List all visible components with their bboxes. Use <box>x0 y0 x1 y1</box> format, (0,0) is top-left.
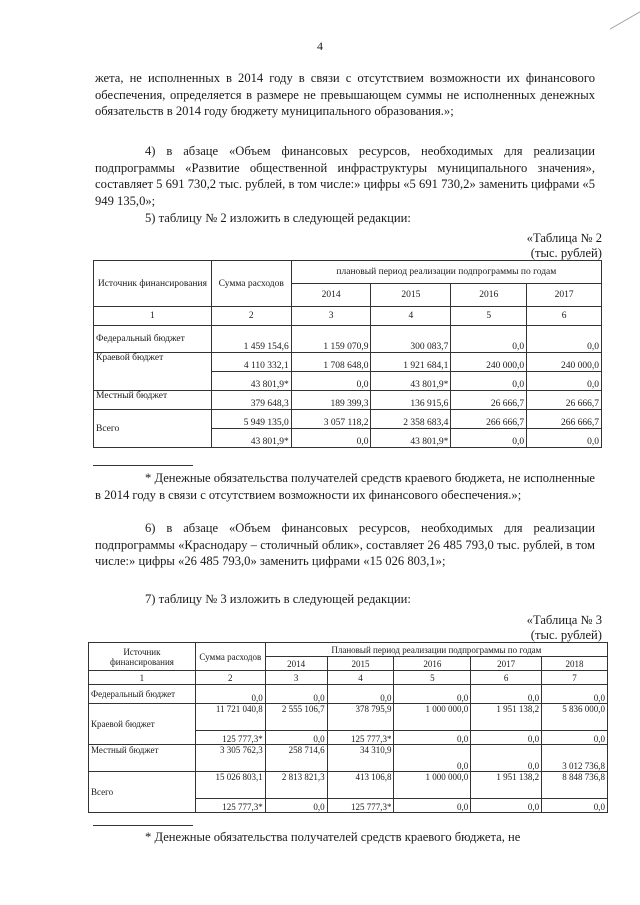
t3-year: 2016 <box>394 657 471 671</box>
t2-cell: 0,0 <box>291 372 371 391</box>
t2-cell: 43 801,9* <box>211 429 291 448</box>
t2-colnum: 6 <box>527 307 602 326</box>
t3-cell: 0,0 <box>265 799 327 813</box>
t2-head-sum: Сумма расходов <box>211 261 291 307</box>
footnote-rule <box>93 825 193 826</box>
t3-cell: 1 951 138,2 <box>471 704 542 731</box>
t3-cell: 125 777,3* <box>327 731 394 745</box>
t2-cell: 1 708 648,0 <box>291 353 371 372</box>
t3-cell: 413 106,8 <box>327 772 394 799</box>
t3-cell: 1 951 138,2 <box>471 772 542 799</box>
paragraph-5: 7) таблицу № 3 изложить в следующей редакции: <box>145 592 411 606</box>
t3-cell: 1 000 000,0 <box>394 704 471 731</box>
t2-row-label: Краевой бюджет <box>94 353 212 391</box>
t3-year: 2015 <box>327 657 394 671</box>
t3-head-sum: Сумма расходов <box>195 643 265 671</box>
t2-cell: 43 801,9* <box>371 372 451 391</box>
table-row <box>89 685 608 704</box>
paragraph-3: 5) таблицу № 2 изложить в следующей редакции: <box>145 211 411 225</box>
paragraph-2: 4) в абзаце «Объем финансовых ресурсов, необходимых для реализации подпрограммы «Развитие общественной инфраструктуры муниципального значения», составляет 5 691 730,2 тыс. рублей, в том числе:» цифры «5 691 730,2» заменить цифрами «5 949 135,0»; <box>95 144 595 208</box>
t3-cell: 15 026 803,1 <box>195 772 265 799</box>
t2-year: 2016 <box>451 284 527 307</box>
t3-year: 2014 <box>265 657 327 671</box>
t3-cell: 0,0 <box>471 799 542 813</box>
t3-cell: 0,0 <box>265 685 327 704</box>
t3-cell: 0,0 <box>471 731 542 745</box>
t2-cell: 26 666,7 <box>451 391 527 410</box>
t2-colnum: 5 <box>451 307 527 326</box>
t3-colnum: 5 <box>394 671 471 685</box>
t3-cell: 5 836 000,0 <box>542 704 608 731</box>
t2-colnum: 1 <box>94 307 212 326</box>
table-row <box>89 745 608 772</box>
t3-cell: 3 012 736,8 <box>542 745 608 772</box>
t3-cell: 3 305 762,3 <box>195 745 265 772</box>
t2-cell: 1 459 154,6 <box>211 326 291 353</box>
t2-year: 2017 <box>527 284 602 307</box>
t2-head-source: Источник финансирования <box>94 261 212 307</box>
t2-colnum: 4 <box>371 307 451 326</box>
t2-head-period: плановый период реализации подпрограммы по годам <box>291 261 601 284</box>
t2-cell: 2 358 683,4 <box>371 410 451 429</box>
t2-cell: 3 057 118,2 <box>291 410 371 429</box>
t2-cell: 0,0 <box>451 429 527 448</box>
t3-cell: 125 777,3* <box>195 731 265 745</box>
t2-colnum: 2 <box>211 307 291 326</box>
t3-head-period: Плановый период реализации подпрограммы по годам <box>265 643 607 657</box>
t2-year: 2015 <box>371 284 451 307</box>
t2-cell: 379 648,3 <box>211 391 291 410</box>
t2-cell: 0,0 <box>451 326 527 353</box>
t3-cell: 125 777,3* <box>327 799 394 813</box>
table-2 <box>93 260 602 448</box>
t2-cell: 189 399,3 <box>291 391 371 410</box>
t3-cell: 0,0 <box>195 685 265 704</box>
page-corner-fold <box>610 0 640 30</box>
t3-cell: 0,0 <box>542 799 608 813</box>
footnote-2: * Денежные обязательства получателей средств краевого бюджета, не <box>145 830 521 844</box>
t3-year: 2017 <box>471 657 542 671</box>
table-row <box>89 704 608 731</box>
table-row <box>94 410 602 429</box>
t2-cell: 43 801,9* <box>371 429 451 448</box>
table3-units: (тыс. рублей) <box>530 628 602 642</box>
t2-row-label: Местный бюджет <box>94 391 212 410</box>
t3-colnum: 1 <box>89 671 196 685</box>
t3-cell: 34 310,9 <box>327 745 394 772</box>
page-number: 4 <box>317 39 323 53</box>
t3-colnum: 6 <box>471 671 542 685</box>
t2-cell: 266 666,7 <box>451 410 527 429</box>
t2-year: 2014 <box>291 284 371 307</box>
t3-row-label: Всего <box>89 772 196 813</box>
table-row <box>94 326 602 353</box>
t2-cell: 26 666,7 <box>527 391 602 410</box>
t2-cell: 0,0 <box>527 326 602 353</box>
t3-cell: 0,0 <box>265 731 327 745</box>
t3-cell: 0,0 <box>394 731 471 745</box>
table2-caption: «Таблица № 2 <box>526 231 602 245</box>
t2-row-label: Всего <box>94 410 212 448</box>
t2-cell: 0,0 <box>291 429 371 448</box>
table-row <box>89 772 608 799</box>
t3-cell: 0,0 <box>542 685 608 704</box>
t3-cell: 2 813 821,3 <box>265 772 327 799</box>
t3-cell: 0,0 <box>471 745 542 772</box>
t3-cell: 11 721 040,8 <box>195 704 265 731</box>
t3-cell: 2 555 106,7 <box>265 704 327 731</box>
t2-cell: 240 000,0 <box>451 353 527 372</box>
t2-cell: 1 921 684,1 <box>371 353 451 372</box>
table-row <box>94 391 602 410</box>
t2-cell: 4 110 332,1 <box>211 353 291 372</box>
table-row <box>94 353 602 372</box>
t2-cell: 300 083,7 <box>371 326 451 353</box>
t3-row-label: Краевой бюджет <box>89 704 196 745</box>
t3-cell: 258 714,6 <box>265 745 327 772</box>
t3-year: 2018 <box>542 657 608 671</box>
t2-cell: 0,0 <box>527 429 602 448</box>
t3-head-source: Источник финансирования <box>89 643 196 671</box>
t2-cell: 136 915,6 <box>371 391 451 410</box>
t3-cell: 8 848 736,8 <box>542 772 608 799</box>
t3-cell: 125 777,3* <box>195 799 265 813</box>
footnote-1: * Денежные обязательства получателей средств краевого бюджета, не исполненные в 2014 году в связи с отсутствием возможности их финансового обеспечения.»; <box>95 471 595 502</box>
t2-colnum: 3 <box>291 307 371 326</box>
footnote-rule <box>93 465 193 466</box>
t2-cell: 266 666,7 <box>527 410 602 429</box>
t2-cell: 240 000,0 <box>527 353 602 372</box>
t2-cell: 0,0 <box>527 372 602 391</box>
t3-cell: 1 000 000,0 <box>394 772 471 799</box>
t3-cell: 0,0 <box>542 731 608 745</box>
t3-row-label: Федеральный бюджет <box>89 685 196 704</box>
t3-colnum: 7 <box>542 671 608 685</box>
table2-units: (тыс. рублей) <box>530 246 602 260</box>
t3-cell: 0,0 <box>394 745 471 772</box>
t2-row-label: Федеральный бюджет <box>94 326 212 353</box>
t3-cell: 0,0 <box>394 799 471 813</box>
t3-colnum: 4 <box>327 671 394 685</box>
table3-caption: «Таблица № 3 <box>526 613 602 627</box>
t2-cell: 43 801,9* <box>211 372 291 391</box>
t3-cell: 0,0 <box>327 685 394 704</box>
paragraph-4: 6) в абзаце «Объем финансовых ресурсов, необходимых для реализации подпрограммы «Краснодару – столичный облик», составляет 26 485 793,0 тыс. рублей, в том числе:» цифры «26 485 793,0» заменить цифрами «15 026 803,1»; <box>95 521 595 569</box>
t3-row-label: Местный бюджет <box>89 745 196 772</box>
t3-cell: 378 795,9 <box>327 704 394 731</box>
t3-colnum: 2 <box>195 671 265 685</box>
t3-colnum: 3 <box>265 671 327 685</box>
t3-cell: 0,0 <box>394 685 471 704</box>
t2-cell: 5 949 135,0 <box>211 410 291 429</box>
t2-cell: 1 159 070,9 <box>291 326 371 353</box>
t3-cell: 0,0 <box>471 685 542 704</box>
t2-cell: 0,0 <box>451 372 527 391</box>
paragraph-1: жета, не исполненных в 2014 году в связи с отсутствием возможности их финансового обеспечения, определяется в размере не превышающем суммы не исполненных денежных обязательств в 2014 году бюджету муниципального образования.»; <box>95 71 595 119</box>
table-3 <box>88 642 608 813</box>
